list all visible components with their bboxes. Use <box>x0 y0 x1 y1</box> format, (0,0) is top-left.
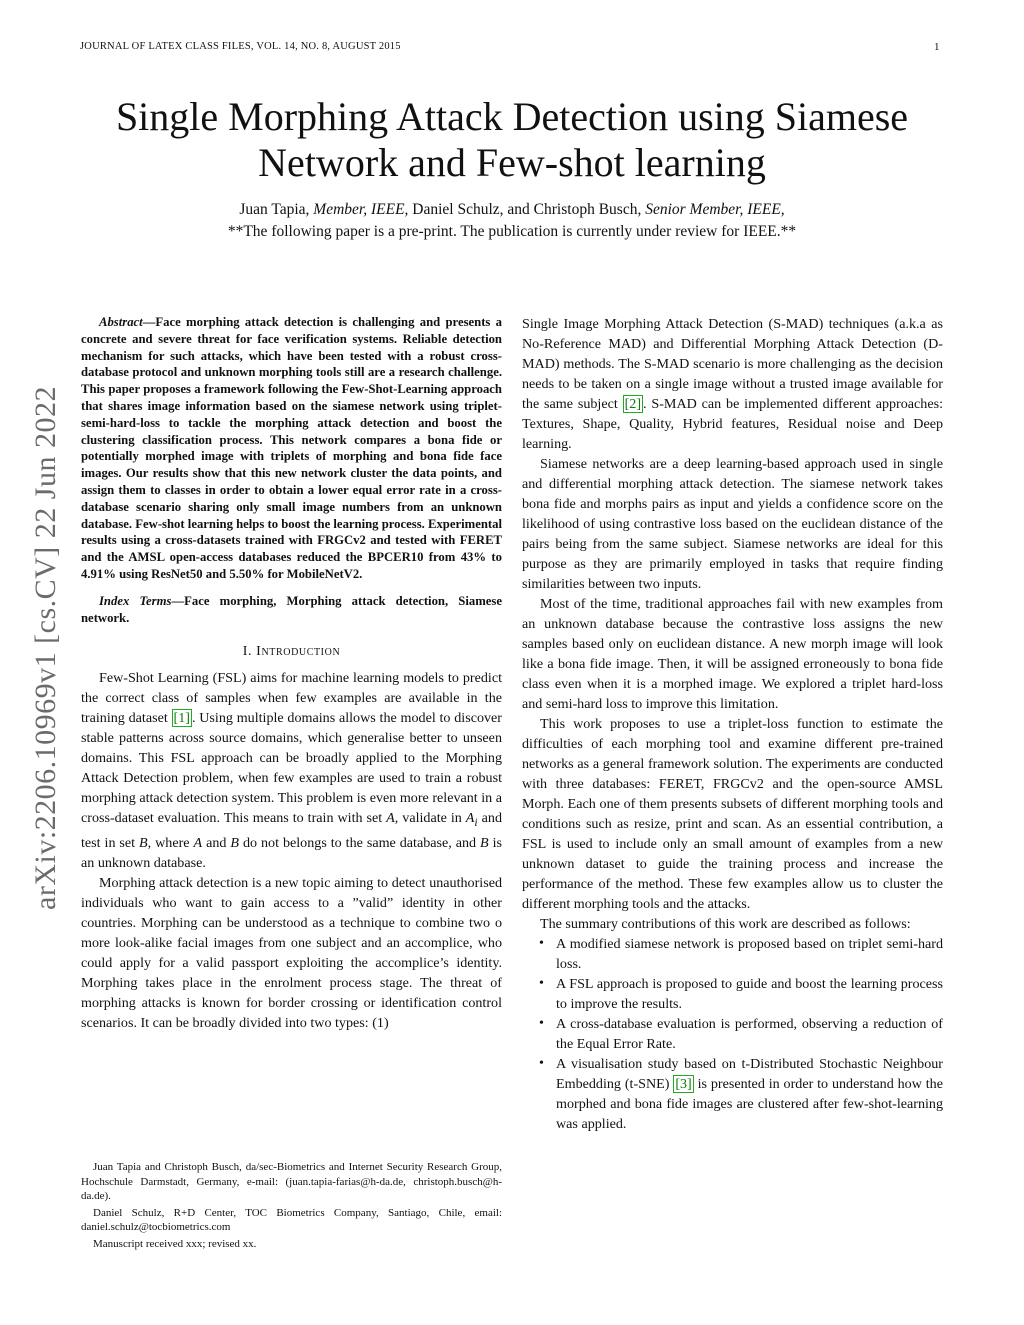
contribution-item: • A FSL approach is proposed to guide and boost the learning process to improve the results. <box>556 974 943 1014</box>
text-run: is presented in order to understand how the morphed and bona fide images are clustered after few-shot-learning was applied. <box>556 1076 943 1132</box>
right-paragraph-2: Siamese networks are a deep learning-based approach used in single and differential morphing attack detection. The siamese network takes bona fide and morphs pairs as input and yields a confidence score on the likelihood of using contrastive loss based on the euclidean distance of the pairs being from the same subject. Siamese networks are ideal for this purpose as they are primarily employed in tasks that require finding similarities between two inputs. <box>522 456 943 592</box>
arxiv-stamp: arXiv:2206.10969v1 [cs.CV] 22 Jun 2022 <box>29 386 62 910</box>
author-1-role: Member, IEEE, <box>313 201 409 218</box>
text-run: do not belongs to the same database, and <box>239 835 481 852</box>
index-terms <box>81 593 502 627</box>
author-3-role: Senior Member, IEEE, <box>645 201 785 218</box>
author-line <box>40 199 984 221</box>
math-symbol: A <box>386 810 395 827</box>
abstract-label: Abstract <box>99 315 143 329</box>
contributions-list <box>522 934 943 1134</box>
math-symbol: A <box>465 810 475 827</box>
footnote-manuscript: Manuscript received xxx; revised xx. <box>93 1237 257 1250</box>
text-run: is an unknown database. <box>81 835 503 872</box>
right-paragraph-5: The summary contributions of this work are described as follows: <box>540 916 911 932</box>
text-run: A visualisation study based on t-Distributed Stochastic Neighbour Embedding (t-SNE) <box>556 1056 943 1092</box>
running-header: JOURNAL OF LATEX CLASS FILES, VOL. 14, NO. 8, AUGUST 2015 <box>80 41 401 52</box>
text-run: Few-Shot Learning (FSL) aims for machine learning models to predict the correct class of samples when few examples are available in the training dataset <box>81 670 502 727</box>
footnotes <box>81 1160 502 1254</box>
math-symbol: B <box>480 835 489 852</box>
contribution-item: • A modified siamese network is proposed based on triplet semi-hard loss. <box>556 934 943 974</box>
math-symbol: B <box>230 835 239 852</box>
text-run: Single Image Morphing Attack Detection (S-MAD) techniques (a.k.a as No-Reference MAD) and Differential Morphing Attack Detection (D-MAD) methods. The S-MAD scenario is more challenging as the decision needs to be taken on a single image without a trusted image available for the same subject <box>522 316 943 412</box>
abstract <box>81 314 502 583</box>
page-number: 1 <box>934 41 940 53</box>
right-column <box>522 314 943 1134</box>
left-column <box>81 314 502 1033</box>
math-subscript: i <box>474 816 478 830</box>
intro-paragraph-2: Morphing attack detection is a new topic aiming to detect unauthorised individuals who want to gain access to a ”valid” identity in other countries. Morphing can be understood as a technique to combine two o more look-alike facial images from one subject and an accomplice, who could apply for a valid passport exploiting the accomplice’s identity. Morphing takes place in the enrolment process stage. The threat of morphing attacks is known for border crossing or identification control scenarios. It can be broadly divided into two types: (1) <box>81 875 502 1032</box>
contribution-item <box>556 1054 943 1134</box>
right-paragraph-1 <box>522 314 943 454</box>
section-heading: I. Introduction <box>242 644 341 660</box>
citation-link[interactable]: [2] <box>624 396 642 412</box>
text-run: , validate in <box>394 810 466 827</box>
index-terms-label: Index Terms <box>99 593 172 608</box>
footnote-affiliation-1: Juan Tapia and Christoph Busch, da/sec-Biometrics and Internet Security Research Group, Hochschule Darmstadt, Germany, e-mail: (juan.tapia-farias@h-da.de, christoph.busch@h-da.de). <box>81 1161 502 1203</box>
text-run: . Using multiple domains allows the model to discover stable patterns across source domains, which generalise better to unseen domains. This FSL approach can be broadly applied to the Morphing Attack Detection problem, when few examples are used to train a robust morphing attack detection system. This problem is even more relevant in a cross-dataset evaluation. This means to train with set <box>81 710 502 827</box>
intro-paragraph-1 <box>81 668 502 873</box>
footnote-affiliation-2: Daniel Schulz, R+D Center, TOC Biometrics Company, Santiago, Chile, email: daniel.schulz@tocbiometrics.com <box>81 1206 502 1234</box>
text-run: , where <box>147 835 194 852</box>
author-block <box>40 199 984 243</box>
text-run: and test in set <box>81 810 502 852</box>
abstract-text: —Face morphing attack detection is challenging and presents a concrete and severe threat for face verification systems. Reliable detection mechanism for such attacks, which have been tested with a robust cross-database protocol and unknown morphing tools still are a research challenge. This paper proposes a framework following the Few-Shot-Learning approach that shares image information based on the siamese network using triplet-semi-hard-loss to tackle the morphing attack detection and boost the clustering classification process. This network compares a bona fide or potentially morphed image with triplets of morphing and bona fide face images. Our results show that this new network cluster the data points, and assign them to classes in order to obtain a lower equal error rate in a cross-database scenario sharing only small image numbers from an unknown database. Few-shot learning helps to boost the learning process. Experimental results using a cross-datasets trained with FRGCv2 and tested with FERET and the AMSL open-access databases reduced the BPCER10 from 43% to 4.91% using ResNet50 and 5.50% for MobileNetV2. <box>81 315 502 581</box>
preprint-note: **The following paper is a pre-print. The publication is currently under review for IEEE.** <box>227 223 797 240</box>
citation-link[interactable]: [1] <box>173 710 190 727</box>
title-line-1: Single Morphing Attack Detection using Siamese <box>115 94 909 139</box>
author-1: Juan Tapia, <box>239 201 310 218</box>
author-2-3: Daniel Schulz, and Christoph Busch, <box>412 201 642 218</box>
text-run: . S-MAD can be implemented different approaches: Textures, Shape, Quality, Hybrid features, Residual noise and Deep learning. <box>522 396 943 452</box>
citation-link[interactable]: [3] <box>675 1076 692 1092</box>
right-paragraph-4: This work proposes to use a triplet-loss function to estimate the difficulties of each morphing tool and examine different pre-trained networks as a general framework solution. The experiments are conducted with three databases: FERET, FRGCv2 and the open-source AMSL Morph. Each one of them presents subsets of different morphing tools and conditions such as resize, print and scan. As an essential contribution, a FSL is used to include only an small amount of examples from a new unknown dataset to guide the training process and increase the performance of the method. These few examples allow us to cluster the different morphing tools and the attacks. <box>522 716 943 912</box>
index-terms-text: —Face morphing, Morphing attack detection, Siamese network. <box>81 593 502 625</box>
paper-title <box>40 94 984 186</box>
contribution-item: • A cross-database evaluation is performed, observing a reduction of the Equal Error Rate. <box>556 1014 943 1054</box>
right-paragraph-3: Most of the time, traditional approaches fail with new examples from an unknown database because the contrastive loss assigns the new samples based only on euclidean distance. A new morph image will look like a bona fide image. Then, it will be assigned erroneously to bona fide class even when it is a morphed image. We explored a triplet hard-loss and semi-hard loss to improve this limitation. <box>522 596 943 712</box>
title-line-2: Network and Few-shot learning <box>258 140 766 185</box>
text-run: and <box>202 835 231 852</box>
math-symbol: A <box>193 835 203 852</box>
math-symbol: B <box>139 835 148 852</box>
